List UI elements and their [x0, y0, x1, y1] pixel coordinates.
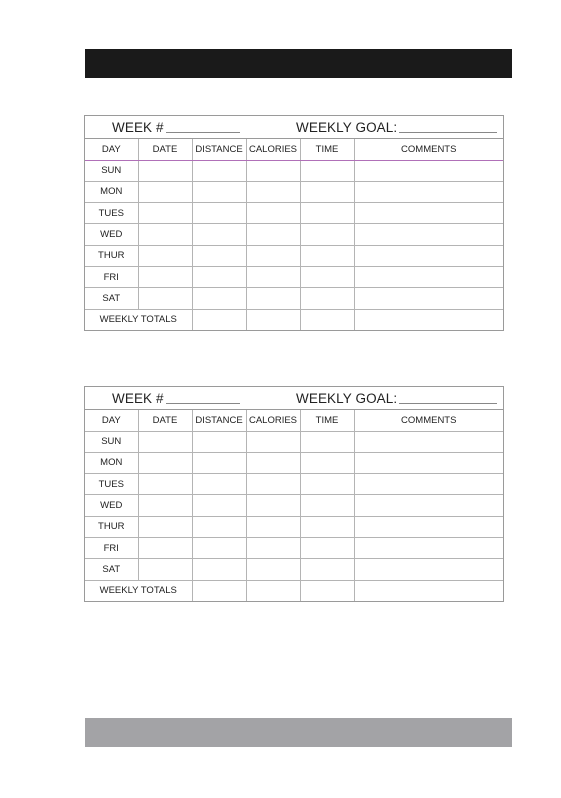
date-cell[interactable]: [138, 245, 192, 266]
distance-cell[interactable]: [192, 559, 246, 580]
date-cell[interactable]: [138, 559, 192, 580]
comments-cell[interactable]: [354, 516, 503, 537]
time-cell[interactable]: [300, 288, 354, 309]
day-label: FRI: [85, 266, 138, 287]
time-cell[interactable]: [300, 537, 354, 558]
calories-total-cell[interactable]: [246, 309, 300, 330]
top-banner: [85, 49, 512, 78]
day-label: FRI: [85, 537, 138, 558]
week-number-label: WEEK #: [112, 391, 164, 406]
day-label: THUR: [85, 516, 138, 537]
table-row: [85, 203, 503, 224]
distance-total-cell[interactable]: [192, 309, 246, 330]
calories-cell[interactable]: [246, 537, 300, 558]
distance-total-cell[interactable]: [192, 580, 246, 601]
calories-cell[interactable]: [246, 288, 300, 309]
column-header-date: DATE: [138, 410, 192, 431]
distance-cell[interactable]: [192, 181, 246, 202]
log-header: [85, 387, 503, 410]
column-header-time: TIME: [300, 410, 354, 431]
date-cell[interactable]: [138, 452, 192, 473]
distance-cell[interactable]: [192, 288, 246, 309]
time-cell[interactable]: [300, 181, 354, 202]
calories-cell[interactable]: [246, 203, 300, 224]
table-row: [85, 160, 503, 181]
time-cell[interactable]: [300, 160, 354, 181]
distance-cell[interactable]: [192, 431, 246, 452]
column-header-day: DAY: [85, 139, 138, 160]
calories-cell[interactable]: [246, 224, 300, 245]
weekly-log-2: [84, 386, 504, 602]
table-row: [85, 495, 503, 516]
log-table: [85, 410, 503, 601]
comments-cell[interactable]: [354, 452, 503, 473]
column-header-row: [85, 410, 503, 431]
column-header-calories: CALORIES: [246, 410, 300, 431]
time-total-cell[interactable]: [300, 309, 354, 330]
date-cell[interactable]: [138, 431, 192, 452]
distance-cell[interactable]: [192, 537, 246, 558]
calories-cell[interactable]: [246, 431, 300, 452]
weekly-totals-label: WEEKLY TOTALS: [85, 580, 192, 601]
totals-row: [85, 580, 503, 601]
comments-cell[interactable]: [354, 537, 503, 558]
date-cell[interactable]: [138, 495, 192, 516]
column-header-date: DATE: [138, 139, 192, 160]
distance-cell[interactable]: [192, 245, 246, 266]
time-cell[interactable]: [300, 559, 354, 580]
table-row: [85, 537, 503, 558]
distance-cell[interactable]: [192, 203, 246, 224]
distance-cell[interactable]: [192, 160, 246, 181]
date-cell[interactable]: [138, 224, 192, 245]
date-cell[interactable]: [138, 474, 192, 495]
time-cell[interactable]: [300, 266, 354, 287]
distance-cell[interactable]: [192, 452, 246, 473]
table-row: [85, 266, 503, 287]
comments-cell[interactable]: [354, 224, 503, 245]
day-label: TUES: [85, 474, 138, 495]
calories-cell[interactable]: [246, 516, 300, 537]
table-row: [85, 431, 503, 452]
date-cell[interactable]: [138, 181, 192, 202]
table-row: [85, 181, 503, 202]
comments-cell[interactable]: [354, 495, 503, 516]
date-cell[interactable]: [138, 288, 192, 309]
time-cell[interactable]: [300, 516, 354, 537]
comments-cell[interactable]: [354, 288, 503, 309]
comments-cell[interactable]: [354, 203, 503, 224]
weekly-goal-label: WEEKLY GOAL:: [296, 120, 398, 135]
calories-cell[interactable]: [246, 452, 300, 473]
comments-cell[interactable]: [354, 431, 503, 452]
column-header-calories: CALORIES: [246, 139, 300, 160]
comments-total-cell[interactable]: [354, 580, 503, 601]
date-cell[interactable]: [138, 516, 192, 537]
day-label: SUN: [85, 160, 138, 181]
day-label: WED: [85, 224, 138, 245]
bottom-banner: [85, 718, 512, 747]
calories-cell[interactable]: [246, 495, 300, 516]
day-label: MON: [85, 181, 138, 202]
week-number-field[interactable]: [166, 403, 240, 404]
column-header-day: DAY: [85, 410, 138, 431]
week-number-field[interactable]: [166, 132, 240, 133]
column-header-distance: DISTANCE: [192, 139, 246, 160]
day-label: WED: [85, 495, 138, 516]
table-row: [85, 245, 503, 266]
column-header-distance: DISTANCE: [192, 410, 246, 431]
calories-cell[interactable]: [246, 181, 300, 202]
distance-cell[interactable]: [192, 266, 246, 287]
time-cell[interactable]: [300, 245, 354, 266]
calories-cell[interactable]: [246, 266, 300, 287]
week-number-label: WEEK #: [112, 120, 164, 135]
comments-cell[interactable]: [354, 160, 503, 181]
comments-cell[interactable]: [354, 266, 503, 287]
weekly-goal-field[interactable]: [399, 132, 497, 133]
date-cell[interactable]: [138, 160, 192, 181]
day-label: SUN: [85, 431, 138, 452]
column-header-comments: COMMENTS: [354, 139, 503, 160]
calories-cell[interactable]: [246, 559, 300, 580]
weekly-totals-label: WEEKLY TOTALS: [85, 309, 192, 330]
calories-total-cell[interactable]: [246, 580, 300, 601]
date-cell[interactable]: [138, 203, 192, 224]
day-label: SAT: [85, 288, 138, 309]
column-header-row: [85, 139, 503, 160]
day-label: TUES: [85, 203, 138, 224]
calories-cell[interactable]: [246, 474, 300, 495]
table-row: [85, 452, 503, 473]
column-header-comments: COMMENTS: [354, 410, 503, 431]
log-header: [85, 116, 503, 139]
table-row: [85, 516, 503, 537]
totals-row: [85, 309, 503, 330]
table-row: [85, 474, 503, 495]
date-cell[interactable]: [138, 266, 192, 287]
time-cell[interactable]: [300, 495, 354, 516]
distance-cell[interactable]: [192, 516, 246, 537]
comments-cell[interactable]: [354, 559, 503, 580]
log-table: [85, 139, 503, 330]
comments-cell[interactable]: [354, 181, 503, 202]
comments-total-cell[interactable]: [354, 309, 503, 330]
day-label: THUR: [85, 245, 138, 266]
distance-cell[interactable]: [192, 224, 246, 245]
time-cell[interactable]: [300, 203, 354, 224]
weekly-log-1: [84, 115, 504, 331]
weekly-goal-field[interactable]: [399, 403, 497, 404]
table-row: [85, 288, 503, 309]
time-cell[interactable]: [300, 474, 354, 495]
comments-cell[interactable]: [354, 474, 503, 495]
table-row: [85, 559, 503, 580]
calories-cell[interactable]: [246, 245, 300, 266]
day-label: SAT: [85, 559, 138, 580]
time-total-cell[interactable]: [300, 580, 354, 601]
comments-cell[interactable]: [354, 245, 503, 266]
time-cell[interactable]: [300, 224, 354, 245]
date-cell[interactable]: [138, 537, 192, 558]
time-cell[interactable]: [300, 452, 354, 473]
distance-cell[interactable]: [192, 474, 246, 495]
calories-cell[interactable]: [246, 160, 300, 181]
distance-cell[interactable]: [192, 495, 246, 516]
table-row: [85, 224, 503, 245]
weekly-goal-label: WEEKLY GOAL:: [296, 391, 398, 406]
time-cell[interactable]: [300, 431, 354, 452]
day-label: MON: [85, 452, 138, 473]
column-header-time: TIME: [300, 139, 354, 160]
